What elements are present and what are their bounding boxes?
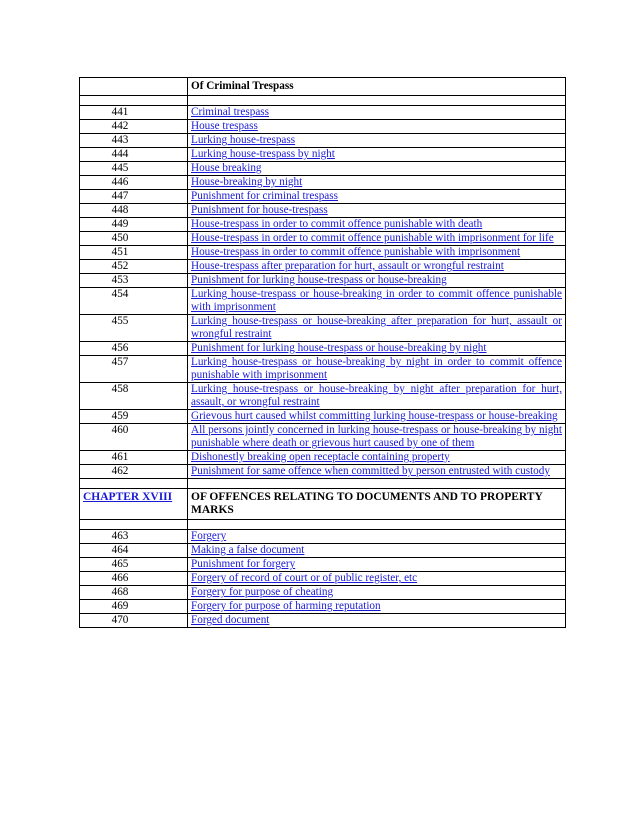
section-link[interactable]: Grievous hurt caused whilst committing lurking house-trespass or house-breaking bbox=[188, 410, 566, 424]
section-number: 460 bbox=[80, 424, 188, 451]
section-number: 451 bbox=[80, 246, 188, 260]
section-number: 459 bbox=[80, 410, 188, 424]
sections-table bbox=[79, 77, 566, 628]
table-row bbox=[80, 204, 566, 218]
section-number: 469 bbox=[80, 600, 188, 614]
section-number: 463 bbox=[80, 530, 188, 544]
section-heading: Of Criminal Trespass bbox=[188, 78, 566, 96]
section-number: 442 bbox=[80, 120, 188, 134]
table-row bbox=[80, 106, 566, 120]
section-number: 456 bbox=[80, 342, 188, 356]
section-link[interactable]: House-trespass in order to commit offence punishable with imprisonment for life bbox=[188, 232, 566, 246]
table-row bbox=[80, 120, 566, 134]
section-link[interactable]: Punishment for lurking house-trespass or house-breaking bbox=[188, 274, 566, 288]
section-number: 455 bbox=[80, 315, 188, 342]
section-number: 454 bbox=[80, 288, 188, 315]
table-row bbox=[80, 315, 566, 342]
section-number: 468 bbox=[80, 586, 188, 600]
table-row bbox=[80, 424, 566, 451]
section-link[interactable]: Forgery for purpose of harming reputation bbox=[188, 600, 566, 614]
section-link[interactable]: Forgery bbox=[188, 530, 566, 544]
section-link[interactable]: Lurking house-trespass bbox=[188, 134, 566, 148]
section-heading-row bbox=[80, 78, 566, 96]
table-row bbox=[80, 558, 566, 572]
spacer-row bbox=[80, 520, 566, 530]
section-number: 444 bbox=[80, 148, 188, 162]
section-number: 446 bbox=[80, 176, 188, 190]
table-row bbox=[80, 190, 566, 204]
table-row bbox=[80, 246, 566, 260]
table-row bbox=[80, 544, 566, 558]
table-row bbox=[80, 232, 566, 246]
table-row bbox=[80, 162, 566, 176]
section-link[interactable]: House-breaking by night bbox=[188, 176, 566, 190]
empty-cell bbox=[80, 78, 188, 96]
table-row bbox=[80, 342, 566, 356]
section-number: 470 bbox=[80, 614, 188, 628]
section-link[interactable]: All persons jointly concerned in lurking house-trespass or house-breaking by night punishable where death or grievous hurt caused by one of them bbox=[188, 424, 566, 451]
section-number: 462 bbox=[80, 465, 188, 479]
trespass-sections bbox=[80, 106, 566, 479]
table-row bbox=[80, 288, 566, 315]
chapter-link[interactable]: CHAPTER XVIII bbox=[80, 489, 188, 520]
spacer-row bbox=[80, 96, 566, 106]
section-number: 466 bbox=[80, 572, 188, 586]
table-row bbox=[80, 176, 566, 190]
table-row bbox=[80, 274, 566, 288]
section-number: 458 bbox=[80, 383, 188, 410]
table-row bbox=[80, 410, 566, 424]
section-link[interactable]: House trespass bbox=[188, 120, 566, 134]
section-link[interactable]: Punishment for forgery bbox=[188, 558, 566, 572]
section-number: 445 bbox=[80, 162, 188, 176]
table-row bbox=[80, 600, 566, 614]
document-sections bbox=[80, 530, 566, 628]
table-row bbox=[80, 451, 566, 465]
section-link[interactable]: Lurking house-trespass or house-breaking after preparation for hurt, assault or wrongful restraint bbox=[188, 315, 566, 342]
section-number: 448 bbox=[80, 204, 188, 218]
table-row bbox=[80, 134, 566, 148]
section-link[interactable]: House-trespass in order to commit offence punishable with imprisonment bbox=[188, 246, 566, 260]
table-row bbox=[80, 530, 566, 544]
table-row bbox=[80, 572, 566, 586]
section-link[interactable]: Forged document bbox=[188, 614, 566, 628]
section-link[interactable]: Punishment for criminal trespass bbox=[188, 190, 566, 204]
section-number: 450 bbox=[80, 232, 188, 246]
section-link[interactable]: Lurking house-trespass by night bbox=[188, 148, 566, 162]
chapter-title: OF OFFENCES RELATING TO DOCUMENTS AND TO PROPERTY MARKS bbox=[188, 489, 566, 520]
spacer-row bbox=[80, 479, 566, 489]
section-link[interactable]: Lurking house-trespass or house-breaking by night in order to commit offence punishable with imprisonment bbox=[188, 356, 566, 383]
section-number: 457 bbox=[80, 356, 188, 383]
section-link[interactable]: House-trespass in order to commit offence punishable with death bbox=[188, 218, 566, 232]
section-link[interactable]: Forgery for purpose of cheating bbox=[188, 586, 566, 600]
section-number: 452 bbox=[80, 260, 188, 274]
section-number: 441 bbox=[80, 106, 188, 120]
section-number: 461 bbox=[80, 451, 188, 465]
table-row bbox=[80, 260, 566, 274]
section-number: 465 bbox=[80, 558, 188, 572]
section-link[interactable]: Dishonestly breaking open receptacle containing property bbox=[188, 451, 566, 465]
section-number: 464 bbox=[80, 544, 188, 558]
table-row bbox=[80, 383, 566, 410]
section-link[interactable]: House-trespass after preparation for hurt, assault or wrongful restraint bbox=[188, 260, 566, 274]
section-link[interactable]: Lurking house-trespass or house-breaking in order to commit offence punishable with imprisonment bbox=[188, 288, 566, 315]
section-number: 443 bbox=[80, 134, 188, 148]
section-link[interactable]: Forgery of record of court or of public register, etc bbox=[188, 572, 566, 586]
table-row bbox=[80, 148, 566, 162]
chapter-row bbox=[80, 489, 566, 520]
section-link[interactable]: Punishment for house-trespass bbox=[188, 204, 566, 218]
table-row bbox=[80, 465, 566, 479]
section-link[interactable]: Lurking house-trespass or house-breaking by night after preparation for hurt, assault, or wrongful restraint bbox=[188, 383, 566, 410]
section-link[interactable]: House breaking bbox=[188, 162, 566, 176]
section-link[interactable]: Making a false document bbox=[188, 544, 566, 558]
table-row bbox=[80, 586, 566, 600]
section-link[interactable]: Punishment for same offence when committed by person entrusted with custody bbox=[188, 465, 566, 479]
table-row bbox=[80, 614, 566, 628]
section-number: 453 bbox=[80, 274, 188, 288]
table-row bbox=[80, 218, 566, 232]
section-link[interactable]: Punishment for lurking house-trespass or house-breaking by night bbox=[188, 342, 566, 356]
section-number: 449 bbox=[80, 218, 188, 232]
section-link[interactable]: Criminal trespass bbox=[188, 106, 566, 120]
table-row bbox=[80, 356, 566, 383]
section-number: 447 bbox=[80, 190, 188, 204]
